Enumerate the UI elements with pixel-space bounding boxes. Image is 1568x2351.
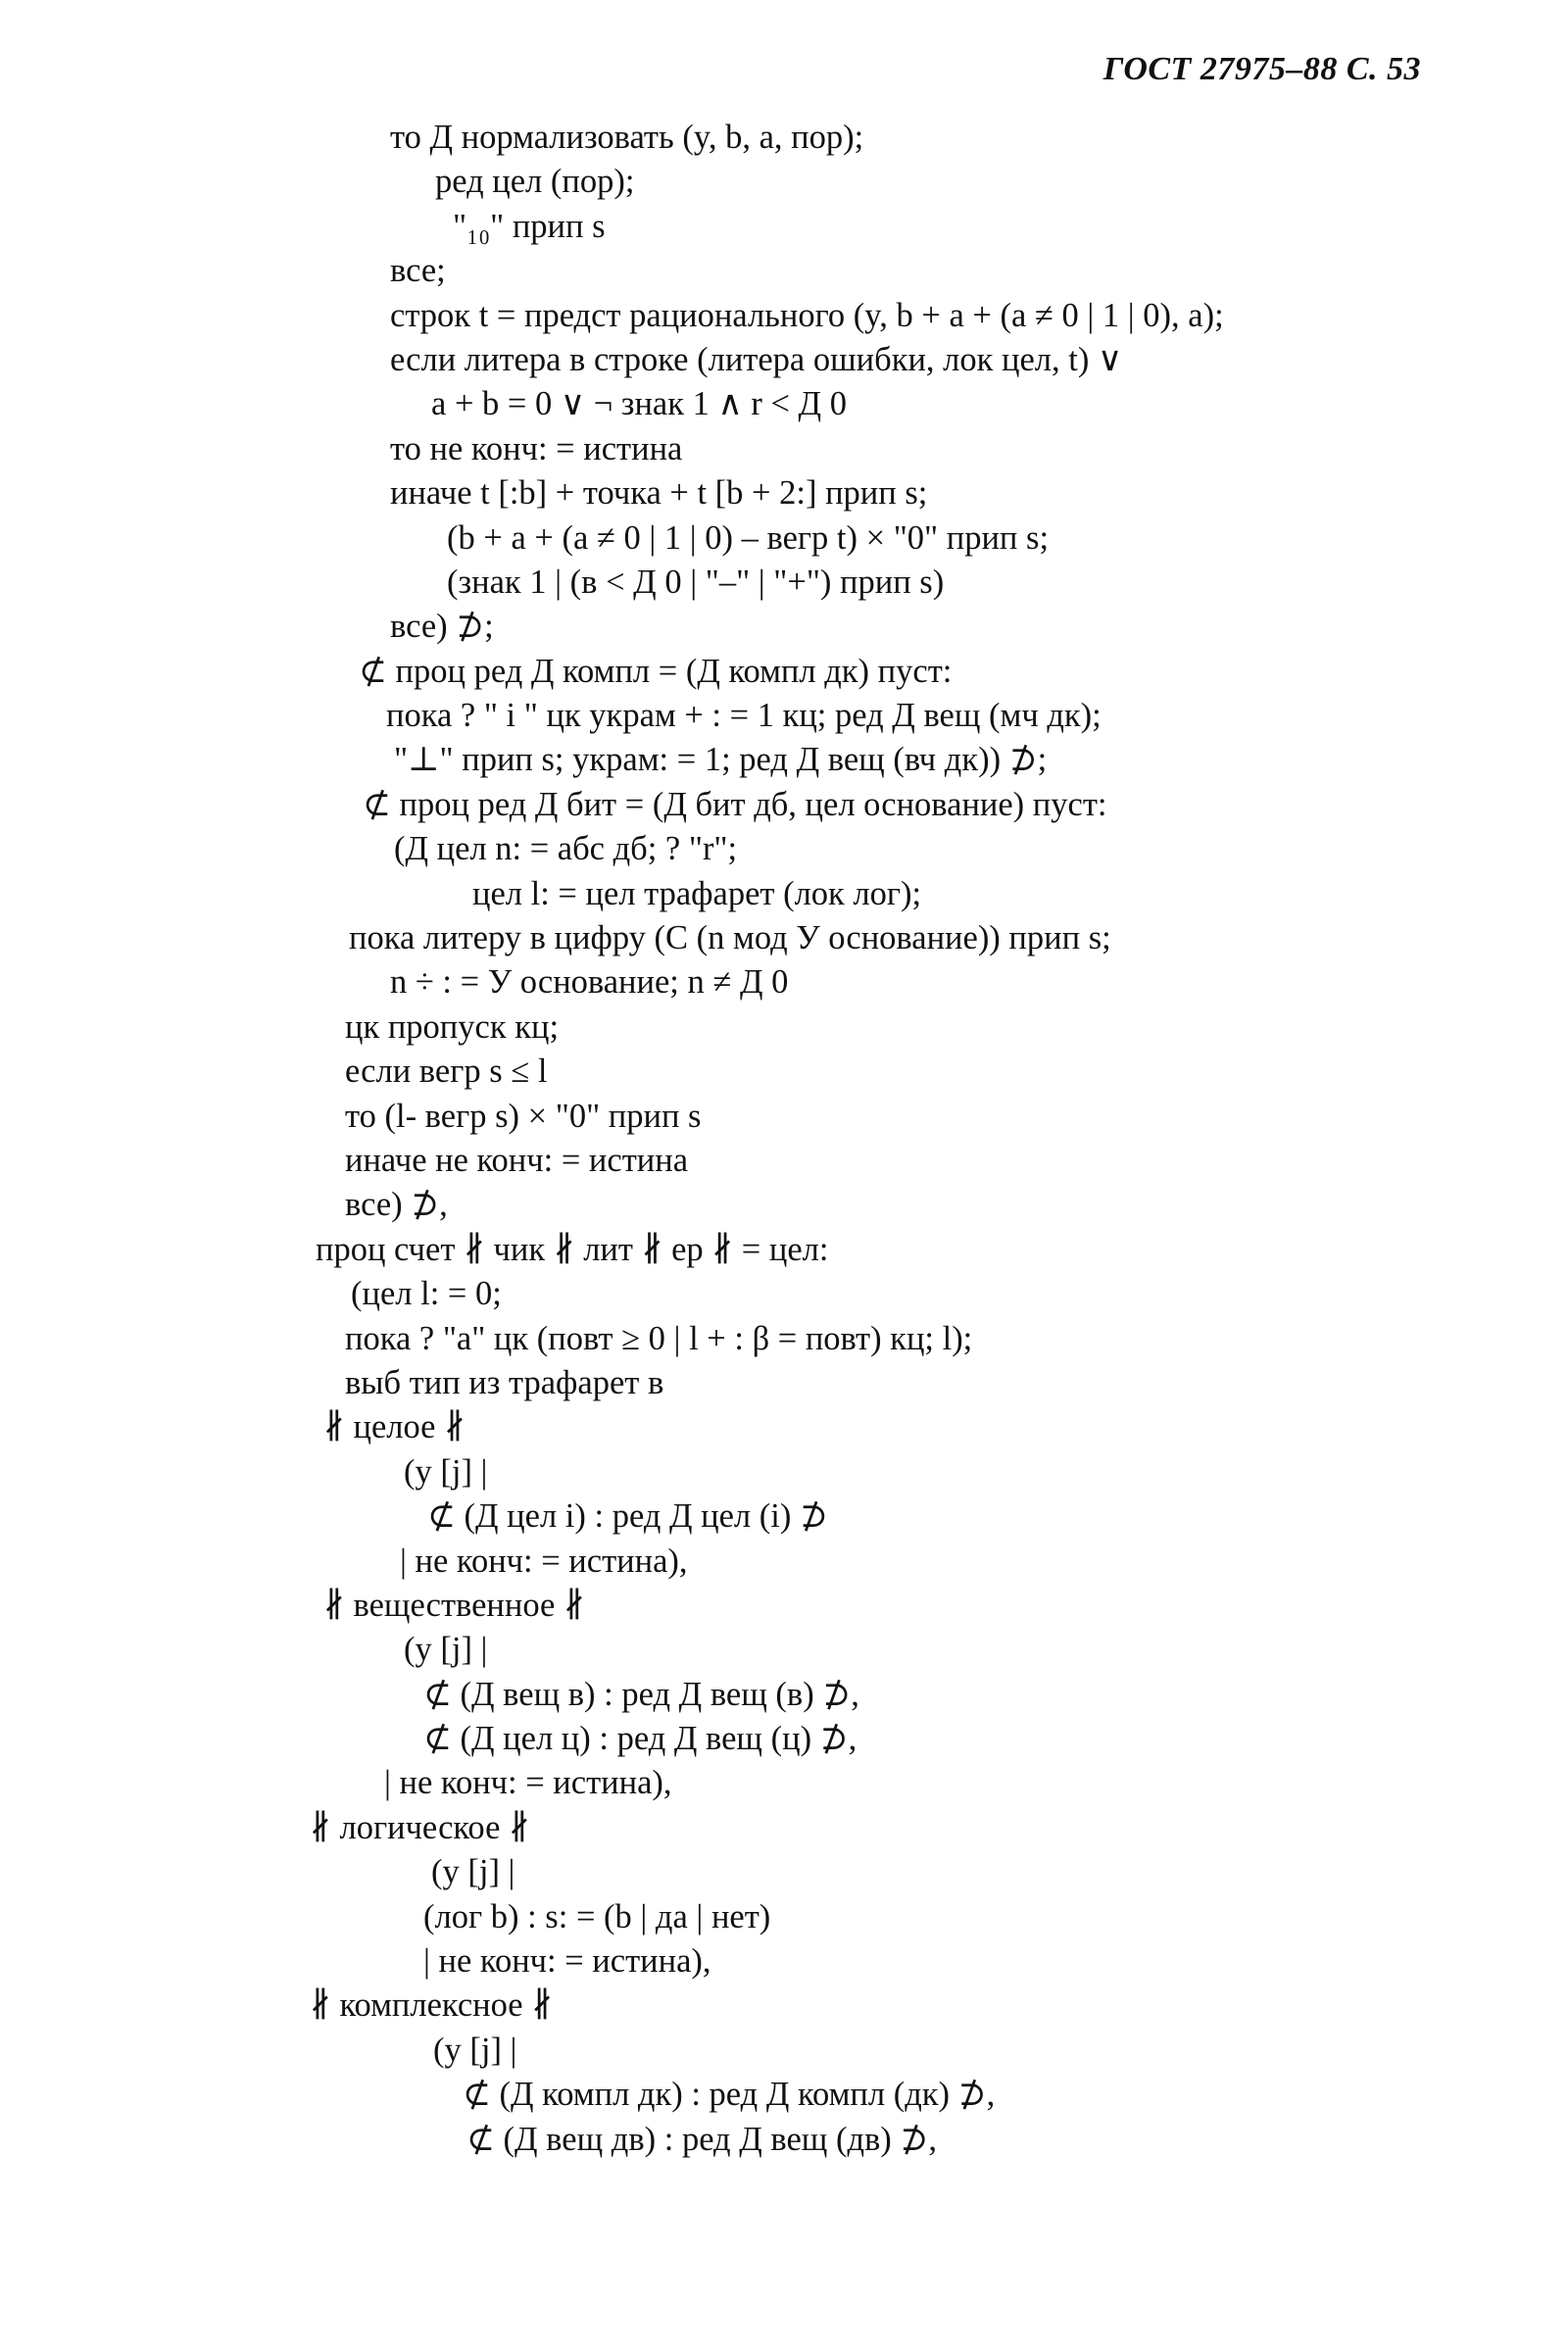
code-line: пока литеру в цифру (С (n мод У основание)) прип s; — [349, 919, 1111, 957]
code-listing — [0, 116, 1568, 2162]
code-line: | не конч: = истина), — [423, 1942, 711, 1981]
code-line: ⊄ (Д компл дк) : ред Д компл (дк) ⊅, — [463, 2076, 996, 2114]
code-line: если вегр s ≤ l — [345, 1053, 548, 1091]
code-line: строк t = предст рационального (y, b + a + (a ≠ 0 | 1 | 0), a); — [390, 296, 1224, 334]
code-line: выб тип из трафарет в — [345, 1363, 664, 1401]
code-line: ⊄ (Д вещ дв) : ред Д вещ (дв) ⊅, — [466, 2120, 937, 2158]
code-line: все; — [390, 252, 446, 290]
code-line: ⊄ (Д цел i) : ред Д цел (i) ⊅ — [427, 1497, 828, 1536]
code-line: ∦ комплексное ∦ — [310, 1986, 554, 2025]
page-header: ГОСТ 27975–88 С. 53 — [1102, 51, 1421, 87]
code-line: пока ? "а" цк (повт ≥ 0 | l + : β = повт) кц; l); — [345, 1319, 973, 1357]
code-line: (знак 1 | (в < Д 0 | "–" | "+") прип s) — [447, 563, 945, 601]
code-line: "⊥" прип s; украм: = 1; ред Д вещ (вч дк)) ⊅; — [394, 741, 1048, 779]
code-line: (y [j] | — [433, 2031, 517, 2069]
code-line: то не конч: = истина — [390, 429, 683, 467]
code-line: все) ⊅; — [390, 608, 494, 646]
code-line: | не конч: = истина), — [384, 1764, 672, 1802]
code-line: цел l: = цел трафарет (лок лог); — [472, 874, 922, 912]
code-line: ред цел (пор); — [435, 163, 635, 201]
code-line: ⊄ проц ред Д компл = (Д компл дк) пуст: — [359, 652, 953, 690]
code-line: n ÷ : = У основание; n ≠ Д 0 — [390, 963, 789, 1002]
code-line: (цел l: = 0; — [351, 1275, 502, 1313]
code-line: (y [j] | — [404, 1452, 488, 1491]
code-line: ⊄ (Д вещ в) : ред Д вещ (в) ⊅, — [423, 1675, 859, 1713]
code-line: a + b = 0 ∨ ¬ знак 1 ∧ r < Д 0 — [431, 385, 847, 423]
code-line: ∦ вещественное ∦ — [323, 1586, 585, 1624]
code-line: ∦ целое ∦ — [323, 1408, 466, 1446]
code-line: цк пропуск кц; — [345, 1007, 560, 1046]
code-line: то Д нормализовать (y, b, a, пор); — [390, 119, 864, 156]
code-line: ∦ логическое ∦ — [310, 1808, 530, 1846]
code-line: ⊄ проц ред Д бит = (Д бит дб, цел основание) пуст: — [363, 785, 1107, 823]
code-line: пока ? " i " цк украм + : = 1 кц; ред Д вещ (мч дк); — [386, 697, 1102, 735]
code-line: ⊄ (Д цел ц) : ред Д вещ (ц) ⊅, — [423, 1720, 858, 1758]
code-line: (y [j] | — [404, 1631, 488, 1669]
code-line: (Д цел n: = абс дб; ? "r"; — [394, 830, 738, 868]
code-line: иначе t [:b] + точка + t [b + 2:] прип s; — [390, 474, 928, 513]
code-line: (лог b) : s: = (b | да | нет) — [423, 1897, 771, 1935]
code-line: | не конч: = истина), — [400, 1542, 688, 1580]
code-line: все) ⊅, — [345, 1186, 448, 1224]
code-line: проц счет ∦ чик ∦ лит ∦ ер ∦ = цел: — [316, 1230, 829, 1268]
code-line: (b + a + (a ≠ 0 | 1 | 0) – вегр t) × "0" прип s; — [447, 518, 1050, 557]
code-line: (y [j] | — [431, 1853, 515, 1891]
code-line: то (l- вегр s) × "0" прип s — [345, 1097, 702, 1135]
code-line: иначе не конч: = истина — [345, 1141, 689, 1179]
code-line: "₁₀" прип s — [453, 207, 606, 245]
code-line: если литера в строке (литера ошибки, лок цел, t) ∨ — [390, 340, 1123, 378]
